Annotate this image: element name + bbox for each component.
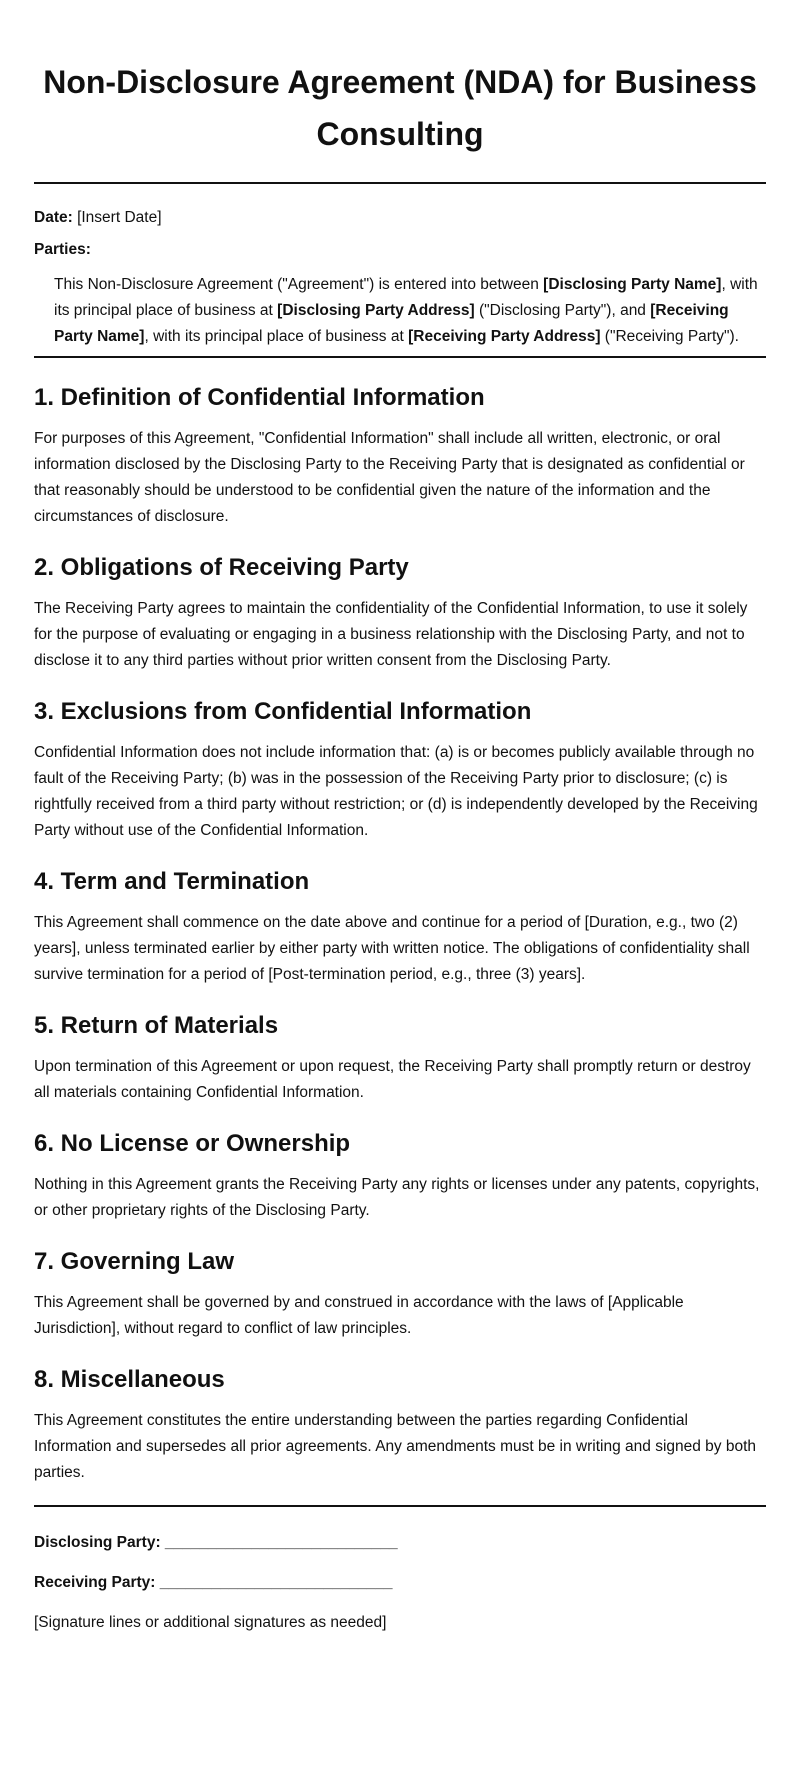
section-definition	[34, 382, 766, 530]
section-heading: 3. Exclusions from Confidential Information	[34, 698, 532, 725]
date-line	[34, 206, 766, 230]
signature-divider	[34, 1505, 766, 1507]
disclosing-party-name: [Disclosing Party Name]	[543, 276, 722, 293]
section-heading: 1. Definition of Confidential Information	[34, 384, 485, 411]
section-body: Nothing in this Agreement grants the Receiving Party any rights or licenses under any patents, copyrights, or other proprietary rights of the Disclosing Party.	[34, 1176, 760, 1219]
signature-note: [Signature lines or additional signatures as needed]	[34, 1614, 387, 1631]
section-body: For purposes of this Agreement, "Confidential Information" shall include all written, electronic, or oral information disclosed by the Disclosing Party to the Receiving Party that is designated as confidential or that reasonably should be understood to be confidential given the nature of the information and the circumstances of disclosure.	[34, 430, 745, 525]
section-heading: 8. Miscellaneous	[34, 1366, 225, 1393]
title-divider	[34, 182, 766, 184]
section-exclusions	[34, 696, 766, 844]
parties-label-text: Parties:	[34, 241, 91, 258]
section-governing-law	[34, 1246, 766, 1342]
section-heading: 6. No License or Ownership	[34, 1130, 351, 1157]
section-body: The Receiving Party agrees to maintain the confidentiality of the Confidential Information, to use it solely for the purpose of evaluating or engaging in a business relationship with the Disclosing Party, and not to disclose it to any third parties without prior written consent from the Disclosing Party.	[34, 600, 748, 669]
receiving-party-address: [Receiving Party Address]	[408, 328, 601, 345]
parties-text-1: This Non-Disclosure Agreement ("Agreement") is entered into between	[54, 276, 544, 293]
document-title: Non-Disclosure Agreement (NDA) for Business Consulting	[43, 64, 757, 152]
disclosing-signature-blank: ___________________________	[160, 1534, 398, 1551]
receiving-signature-label: Receiving Party:	[34, 1574, 156, 1591]
receiving-party-name: [Receiving Party Name]	[54, 302, 729, 345]
parties-label	[34, 238, 766, 262]
parties-paragraph	[54, 272, 766, 350]
disclosing-signature-line	[34, 1531, 766, 1555]
receiving-signature-line	[34, 1571, 766, 1595]
section-body: Confidential Information does not include information that: (a) is or becomes publicly available through no fault of the Receiving Party; (b) was in the possession of the Receiving Party prior to disclosure; (c) is rightfully received from a third party without restriction; or (d) is independently developed by the Receiving Party without use of the Confidential Information.	[34, 744, 758, 839]
section-body: This Agreement shall commence on the date above and continue for a period of [Duration, e.g., two (2) years], unless terminated earlier by either party with written notice. The obligations of confidentiality shall survive termination for a period of [Post-termination period, e.g., three (3) years].	[34, 914, 750, 983]
section-heading: 2. Obligations of Receiving Party	[34, 554, 409, 581]
section-heading: 5. Return of Materials	[34, 1012, 279, 1039]
section-miscellaneous	[34, 1364, 766, 1486]
section-license	[34, 1128, 766, 1224]
section-heading: 7. Governing Law	[34, 1248, 235, 1275]
section-body: This Agreement constitutes the entire understanding between the parties regarding Confidential Information and supersedes all prior agreements. Any amendments must be in writing and signed by both parties.	[34, 1412, 757, 1481]
parties-text-2: , with its principal place of business at	[54, 276, 758, 319]
date-label: Date:	[34, 209, 73, 226]
parties-text-4: , with its principal place of business at	[144, 328, 409, 345]
date-value: [Insert Date]	[72, 209, 162, 226]
section-body: Upon termination of this Agreement or upon request, the Receiving Party shall promptly return or destroy all materials containing Confidential Information.	[34, 1058, 751, 1101]
receiving-signature-blank: ___________________________	[155, 1574, 393, 1591]
disclosing-signature-label: Disclosing Party:	[34, 1534, 161, 1551]
disclosing-party-address: [Disclosing Party Address]	[277, 302, 475, 319]
section-term	[34, 866, 766, 988]
section-body: This Agreement shall be governed by and construed in accordance with the laws of [Applicable Jurisdiction], without regard to conflict of law principles.	[34, 1294, 684, 1337]
parties-text-3: ("Disclosing Party"), and	[474, 302, 651, 319]
section-return	[34, 1010, 766, 1106]
section-obligations	[34, 552, 766, 674]
section-heading: 4. Term and Termination	[34, 868, 310, 895]
parties-divider	[34, 356, 766, 358]
parties-text-5: ("Receiving Party").	[600, 328, 739, 345]
